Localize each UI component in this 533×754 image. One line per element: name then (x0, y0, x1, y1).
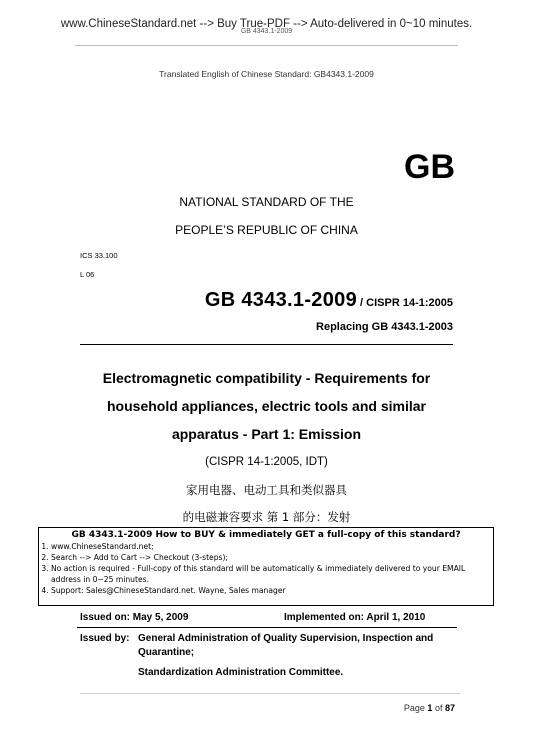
header-divider (75, 45, 458, 46)
issued-by-line1: General Administration of Quality Supervision, Inspection and (138, 633, 434, 644)
standard-number: GB 4343.1-2009 (204, 289, 357, 311)
issued-by-line3: Standardization Administration Committee. (138, 667, 344, 678)
purchase-step[interactable]: 1. www.ChineseStandard.net; (51, 541, 493, 552)
purchase-step[interactable]: 4. Support: Sales@ChineseStandard.net. Wayne, Sales manager (51, 585, 493, 596)
title-line1: Electromagnetic compatibility - Requirements for (102, 370, 431, 386)
title-line3: apparatus - Part 1: Emission (171, 426, 362, 442)
gb-mark: GB (404, 148, 455, 186)
page-total: 87 (444, 703, 455, 713)
issued-by-block (80, 632, 433, 680)
chinese-title-line1: 家用电器、电动工具和类似器具 (186, 483, 347, 497)
translated-line: Translated English of Chinese Standard: GB4343.1-2009 (159, 69, 374, 79)
equivalence-note: (CISPR 14-1:2005, IDT) (205, 456, 328, 468)
page-label: Page (403, 703, 425, 713)
chinese-title-line2: 的电磁兼容要求 第 1 部分：发射 (182, 510, 351, 524)
page-current: 1 (427, 703, 433, 713)
issued-divider (77, 627, 457, 628)
purchase-steps-list (39, 541, 493, 596)
title-line2: household appliances, electric tools and similar (107, 398, 426, 414)
issued-by-line2: Quarantine; (138, 647, 195, 658)
footer-divider (80, 693, 460, 694)
standard-number-line (0, 289, 453, 312)
ics-code: ICS 33.100 (80, 251, 118, 260)
l-code: L 06 (80, 270, 95, 279)
issued-on: Issued on: May 5, 2009 (80, 612, 189, 623)
page-indicator (404, 703, 455, 713)
purchase-info-box (38, 527, 494, 606)
purchase-step: 2. Search --> Add to Cart --> Checkout (3-steps); (51, 552, 493, 563)
top-banner[interactable]: www.ChineseStandard.net --> Buy True-PDF --> Auto-delivered in 0~10 minutes. (60, 18, 473, 30)
standard-cispr: / CISPR 14-1:2005 (357, 297, 453, 309)
purchase-step: 3. No action is required - Full-copy of this standard will be automatically & immediately delivered to your EMAIL address in 0~25 minutes. (51, 563, 493, 585)
national-standard-line2: PEOPLE’S REPUBLIC OF CHINA (175, 223, 358, 237)
title-divider (80, 344, 453, 345)
page-of: of (434, 703, 443, 713)
replacing-standard: Replacing GB 4343.1-2003 (316, 321, 453, 333)
header-standard-code: GB 4343.1-2009 (240, 28, 293, 35)
issued-by-label: Issued by: (80, 633, 130, 644)
national-standard-line1: NATIONAL STANDARD OF THE (179, 195, 354, 209)
implemented-on: Implemented on: April 1, 2010 (284, 612, 426, 623)
purchase-box-title: GB 4343.1-2009 How to BUY & immediately GET a full-copy of this standard? (71, 530, 461, 540)
